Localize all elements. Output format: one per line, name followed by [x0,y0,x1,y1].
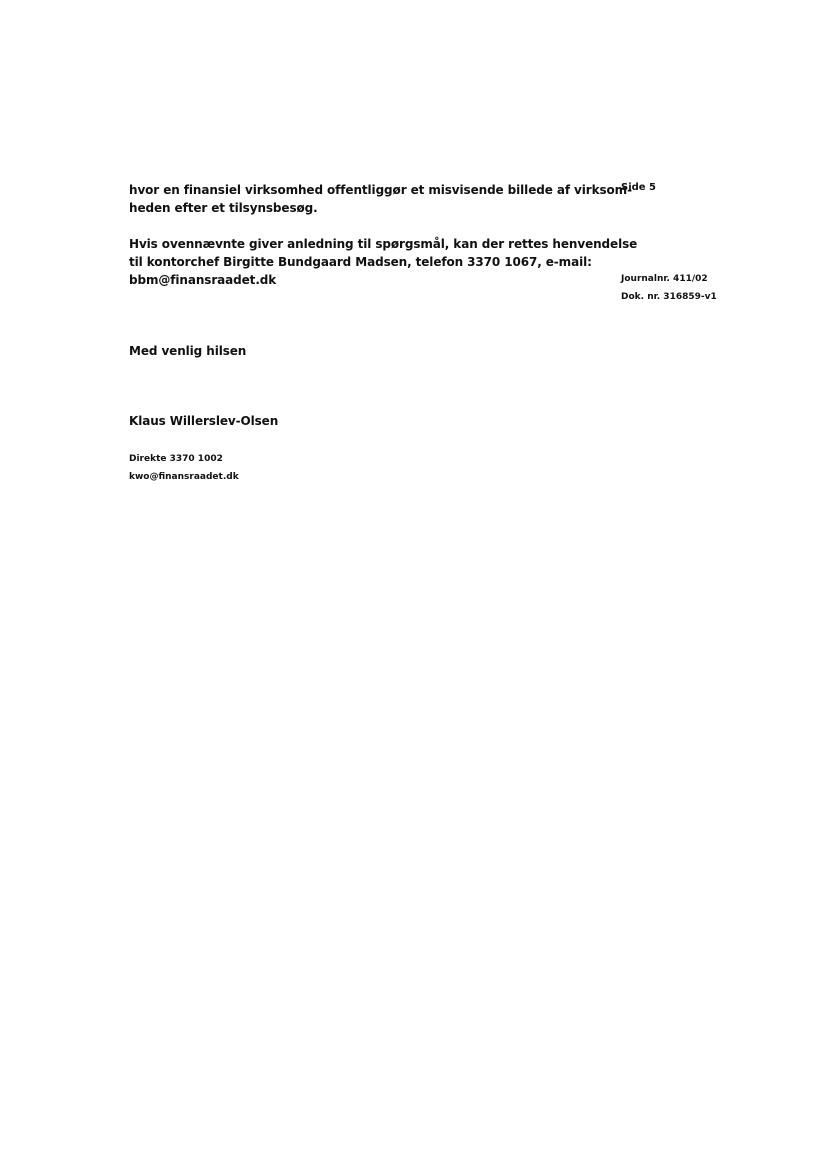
journal-number: Journalnr. 411/02 [621,274,708,284]
page-number: Side 5 [621,182,657,193]
paragraph-line: til kontorchef Birgitte Bundgaard Madsen, telefon 3370 1067, e-mail: [129,255,592,269]
signer-phone: Direkte 3370 1002 [129,454,223,464]
paragraph-continuation [129,181,632,217]
document-number: Dok. nr. 316859-v1 [621,292,717,302]
paragraph-line: Hvis ovennævnte giver anledning til spørgsmål, kan der rettes henvendelse [129,237,638,251]
paragraph-line: hvor en finansiel virksomhed offentliggør et misvisende billede af virksom- [129,183,632,197]
paragraph-line: heden efter et tilsynsbesøg. [129,201,318,215]
signer-name: Klaus Willerslev-Olsen [129,414,279,428]
contact-email-link[interactable]: bbm@finansraadet.dk [129,273,277,287]
contact-paragraph [129,235,638,289]
closing-salutation: Med venlig hilsen [129,344,247,358]
reference-block [621,270,717,306]
signer-contact [129,450,239,486]
signer-email-link[interactable]: kwo@finansraadet.dk [129,472,239,482]
